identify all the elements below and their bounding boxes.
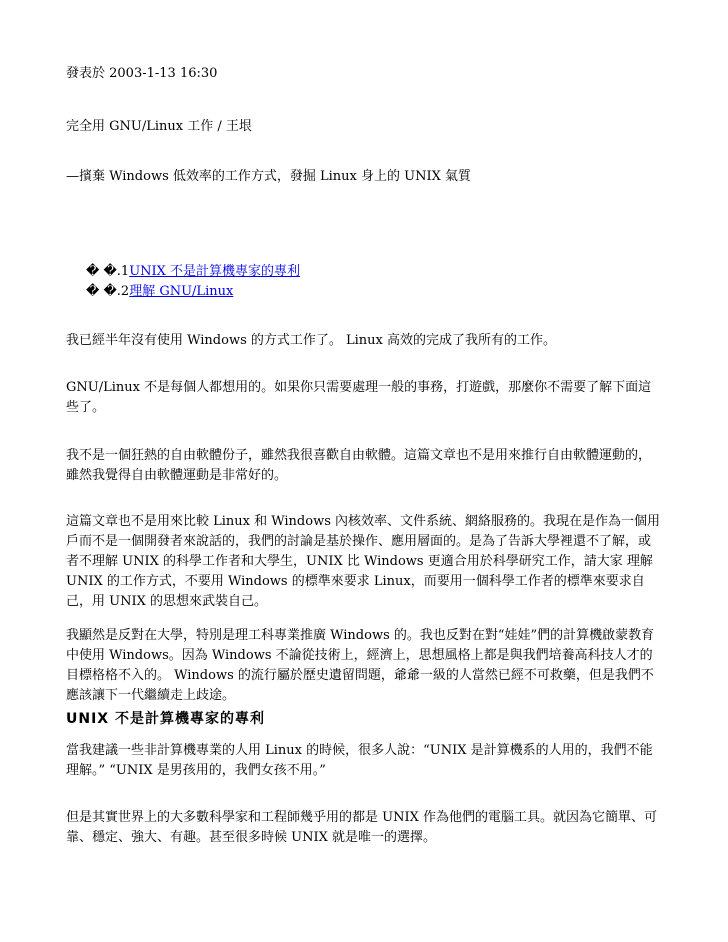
toc-item-2-prefix: � �.2 [86, 284, 130, 299]
toc-link-unix[interactable]: UNIX 不是計算機專家的專利 [129, 264, 301, 279]
toc-link-gnu-linux[interactable]: 理解 GNU/Linux [129, 284, 234, 299]
toc-item-1-prefix: � �.1 [86, 264, 130, 279]
paragraph-2: GNU/Linux 不是每個人都想用的。如果你只需要處理一般的事務，打遊戲，那麼你不需要了解下面這些了。 [66, 380, 652, 415]
toc-item-2 [86, 282, 233, 302]
section1-paragraph-1: 當我建議一些非計算機專業的人用 Linux 的時候，很多人說：“UNIX 是計算機系的人用的，我們不能理解。” “UNIX 是男孩用的，我們女孩不用。” [66, 743, 653, 778]
post-date: 發表於 2003-1-13 16:30 [66, 66, 218, 81]
paragraph-4: 這篇文章也不是用來比較 Linux 和 Windows 內核效率、文件系統、網絡服務的。我現在是作為一個用戶而不是一個開發者來說話的，我們的討論是基於操作、應用層面的。是為了告訴大學裡還不了解，或者不理解 UNIX 的科學工作者和大學生，UNIX 比 Windows 更適合用於科學研究工作，請大家 理解 UNIX 的工作方式，不要用 Windows 的標準來要求 Linux，而要用一個科學工作者的標準來要求自己，用 UNIX 的思想來武裝自己。 [66, 514, 661, 609]
paragraph-3: 我不是一個狂熱的自由軟體份子，雖然我很喜歡自由軟體。這篇文章也不是用來推行自由軟體運動的，雖然我覺得自由軟體運動是非常好的。 [66, 448, 652, 483]
toc-item-1 [86, 262, 300, 282]
article-subtitle: —擯棄 Windows 低效率的工作方式，發掘 Linux 身上的 UNIX 氣質 [66, 169, 471, 184]
paragraph-5: 我顯然是反對在大學，特別是理工科專業推廣 Windows 的。我也反對在對“娃娃”們的計算機啟蒙教育中使用 Windows。因為 Windows 不論從技術上，經濟上，思想風格上都是與我們培養高科技人才的目標格格不入的。 Windows 的流行屬於歷史遺留問題，爺爺一級的人當然已經不可救藥，但是我們不應該讓下一代繼續走上歧途。 [66, 628, 655, 703]
section1-paragraph-2: 但是其實世界上的大多數科學家和工程師幾乎用的都是 UNIX 作為他們的電腦工具。就因為它簡單、可靠、穩定、強大、有趣。甚至很多時候 UNIX 就是唯一的選擇。 [66, 810, 657, 845]
article-title: 完全用 GNU/Linux 工作 / 王垠 [66, 119, 252, 134]
paragraph-1: 我已經半年沒有使用 Windows 的方式工作了。 Linux 高效的完成了我所有的工作。 [66, 333, 557, 348]
section-heading-unix: UNIX 不是計算機專家的專利 [66, 711, 265, 727]
